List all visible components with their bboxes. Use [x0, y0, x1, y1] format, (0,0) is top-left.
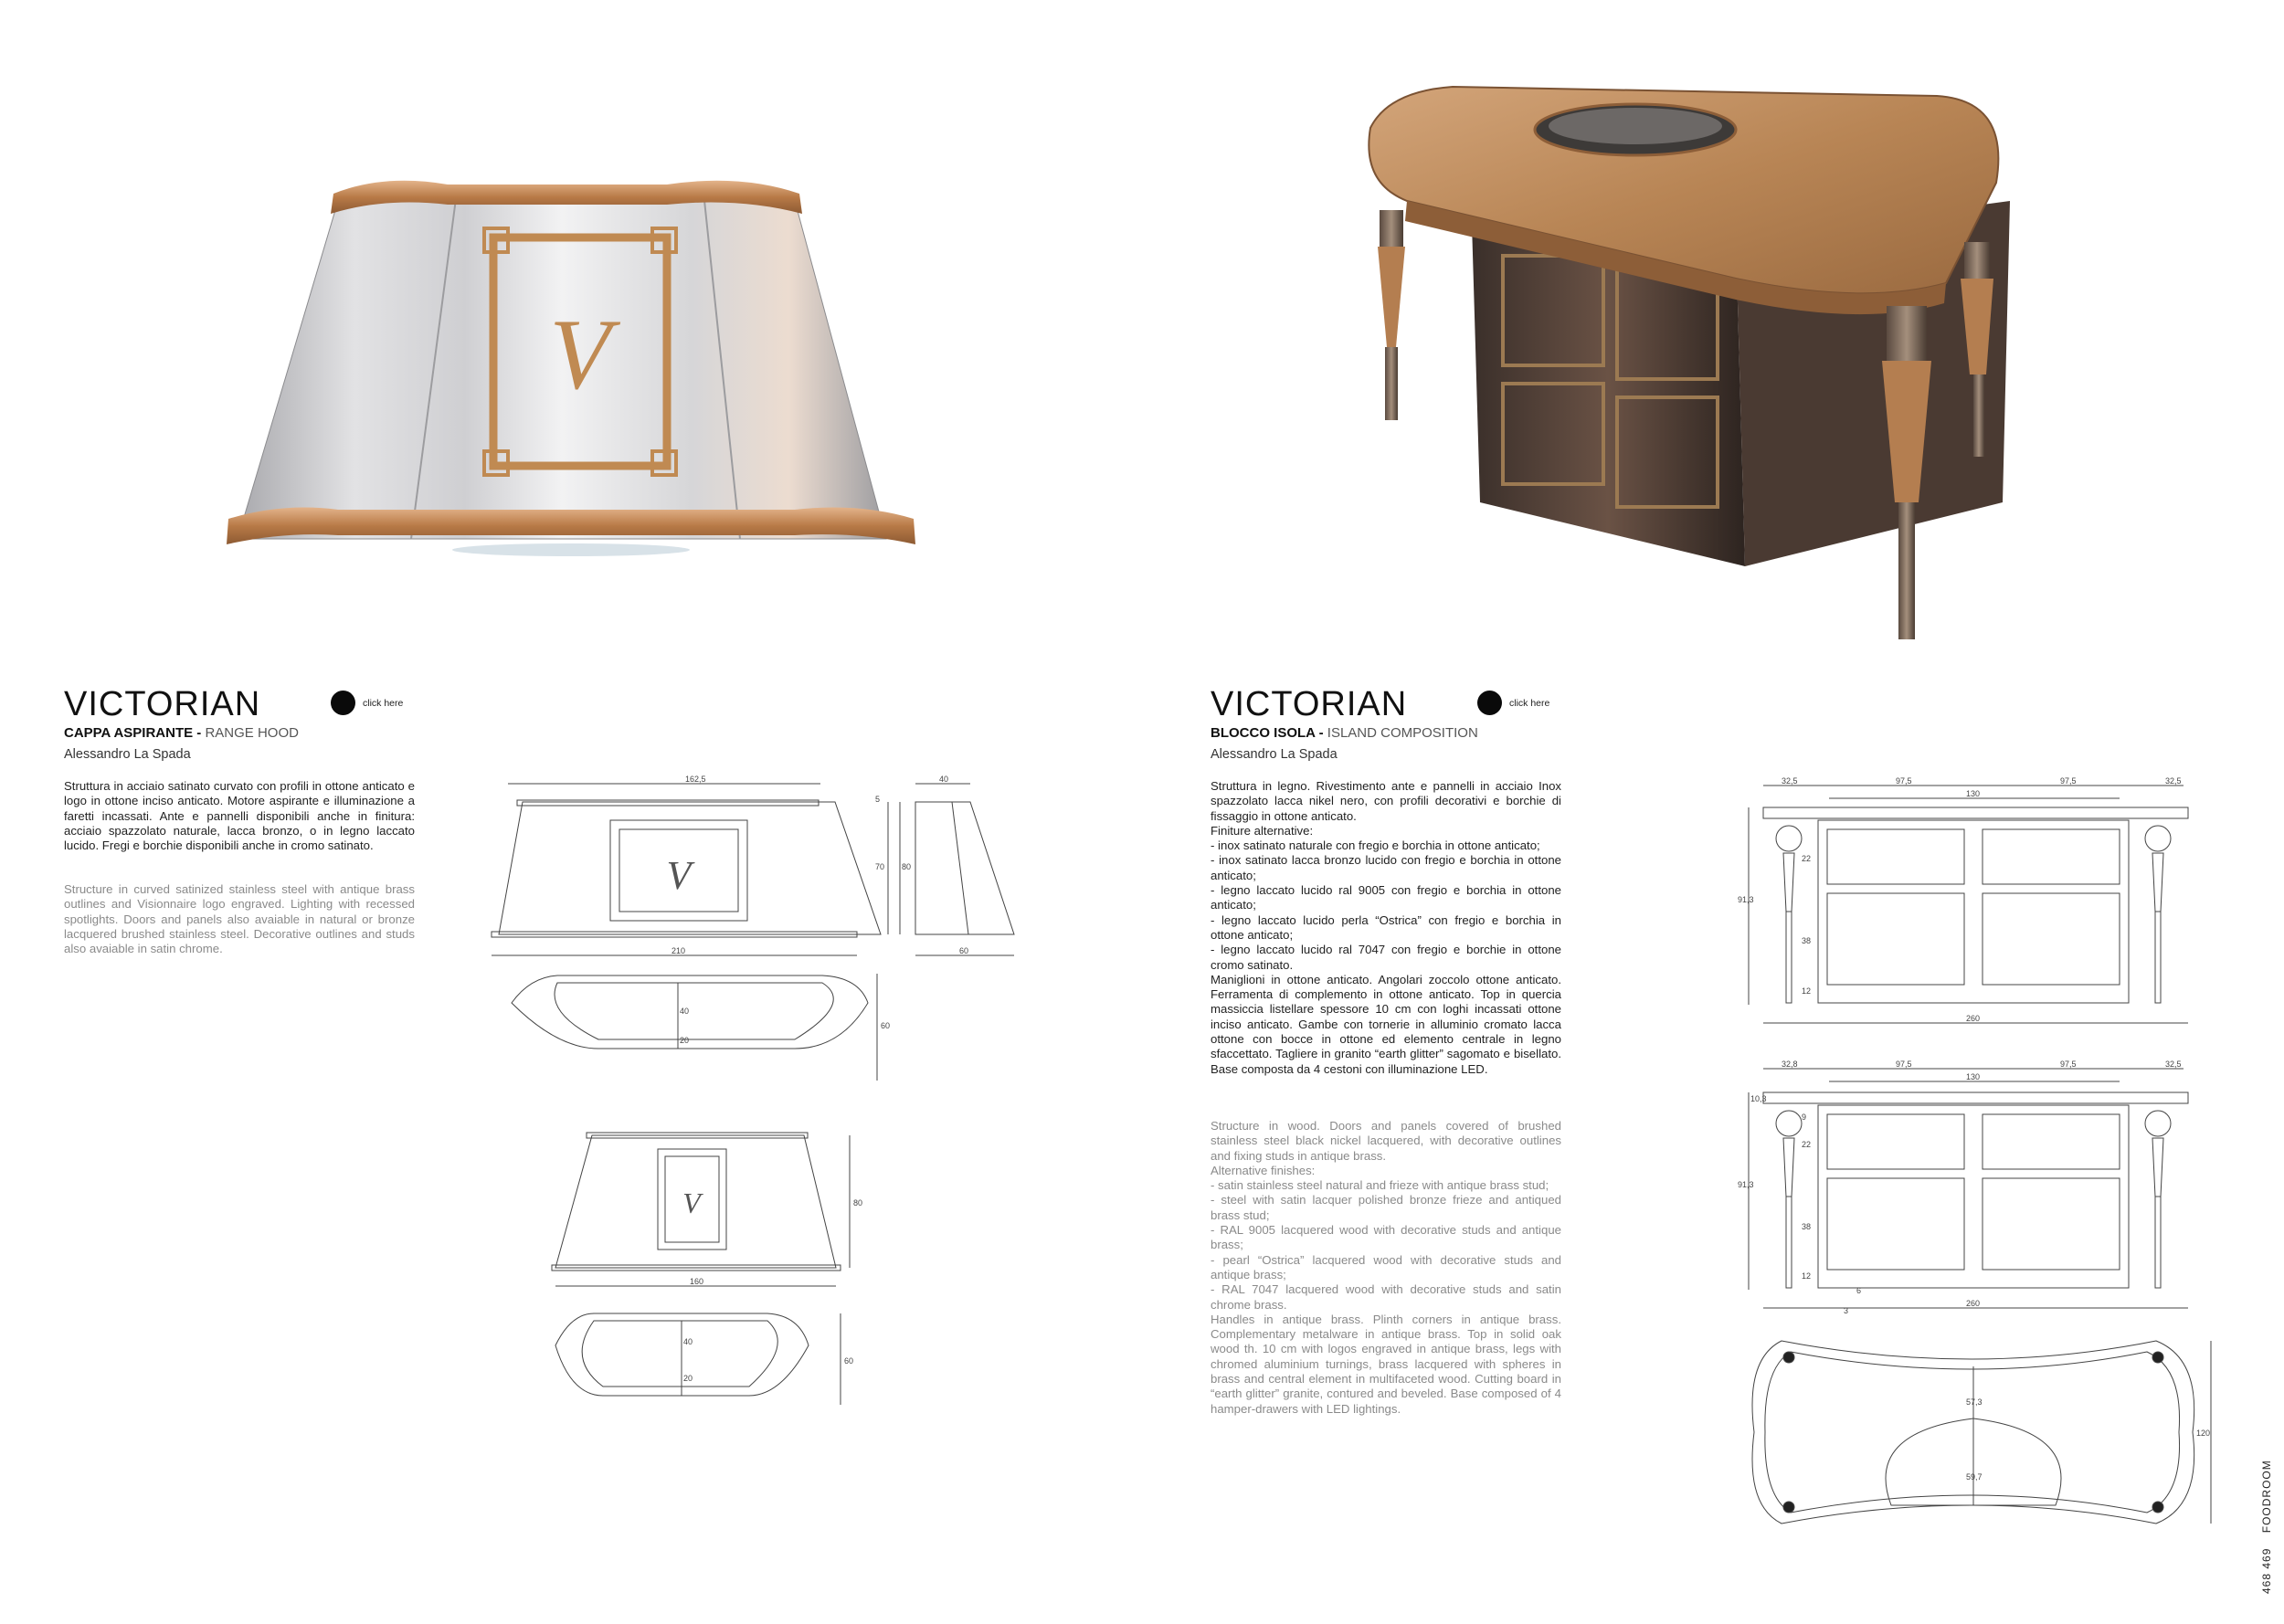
dim-b2: 97,5: [1896, 1060, 1912, 1069]
range-hood-photo: [228, 174, 923, 557]
left-product-title: VICTORIAN: [64, 685, 261, 723]
dim-h22: 22: [1802, 854, 1812, 863]
dim-plan-depth: 120: [2196, 1429, 2211, 1438]
dim-a3: 97,5: [2060, 776, 2077, 786]
dim-b-3: 3: [1844, 1306, 1849, 1315]
dim-h12: 12: [1802, 986, 1812, 996]
left-subtitle: [64, 725, 299, 741]
dim-b-38: 38: [1802, 1222, 1812, 1231]
right-designer: Alessandro La Spada: [1211, 747, 1338, 762]
dim-a4: 32,5: [2165, 776, 2182, 786]
left-subtitle-en: RANGE HOOD: [205, 725, 299, 741]
dim-b1: 32,8: [1782, 1060, 1798, 1069]
dim-small-height: 80: [853, 1198, 863, 1207]
right-en-line: Handles in antique brass. Plinth corners in antique brass. Complementary metalware in antique brass. Top in solid oak wood th. 10 cm with logos engraved in antique brass, legs with chromed aluminium turnings, brass lacquered with spheres in brass and central element in multifaceted wood. Cutting board in “earth glitter” granite, contured and beveled. Base composed of 4 hamper-drawers with LED lightings.: [1211, 1312, 1561, 1416]
dim-b-inner: 130: [1966, 1072, 1981, 1081]
right-it-line: Finiture alternative:: [1211, 823, 1314, 838]
right-it-line: - legno laccato lucido ral 9005 con fregio e borchia in ottone anticato;: [1211, 883, 1561, 912]
bullet-icon: [1477, 691, 1502, 715]
dim-small-plan-d2: 20: [683, 1374, 693, 1383]
right-it-line: Maniglioni in ottone anticato. Angolari zoccolo ottone anticato. Ferramenta di complemento in ottone anticato. Top in quercia massiccia listellare spessore 10 cm con loghi incassati ottone inciso anticato. Gambe con tornerie in alluminio cromato lacca ottone con bocce in ottone ed elemento centrale in legno sfaccettato. Tagliere in granito “earth glitter” sagomato e bisellato. Base composta da 4 cestoni con illuminazione LED.: [1211, 972, 1561, 1076]
dim-bottom-width: 210: [671, 946, 686, 955]
right-en-line: - RAL 9005 lacquered wood with decorative studs and antique brass;: [1211, 1223, 1561, 1252]
page-numbers: 468 469: [2260, 1547, 2273, 1594]
right-subtitle-en: ISLAND COMPOSITION: [1327, 725, 1478, 741]
right-en-line: - satin stainless steel natural and frieze with antique brass stud;: [1211, 1178, 1549, 1193]
svg-text:V: V: [682, 1186, 701, 1219]
right-description-it: [1211, 779, 1561, 1077]
left-subtitle-it: CAPPA ASPIRANTE -: [64, 725, 206, 741]
right-description-en: [1211, 1119, 1561, 1417]
dim-b-height: 91,3: [1738, 1180, 1754, 1189]
dim-a2: 97,5: [1896, 776, 1912, 786]
left-designer: Alessandro La Spada: [64, 747, 191, 762]
dim-side-h2: 70: [875, 862, 885, 871]
page-footer: [2260, 1460, 2273, 1594]
right-en-line: Structure in wood. Doors and panels covered of brushed stainless steel black nickel lacquered, with decorative outlines and fixing studs in antique brass.: [1211, 1119, 1561, 1163]
right-it-line: - legno laccato lucido ral 7047 con fregio e borchie in ottone cromo satinato.: [1211, 943, 1561, 972]
dim-small-plan-depth: 60: [844, 1356, 854, 1366]
dim-small-width: 160: [690, 1277, 704, 1286]
dim-h38: 38: [1802, 936, 1812, 945]
dim-b-9: 9: [1802, 1113, 1807, 1122]
dim-b-22: 22: [1802, 1140, 1812, 1149]
dim-b-total: 260: [1966, 1299, 1981, 1308]
dim-b4: 32,5: [2165, 1060, 2182, 1069]
dim-top-width: 162,5: [685, 775, 706, 784]
dim-b3: 97,5: [2060, 1060, 2077, 1069]
dim-plan-d1: 40: [680, 1007, 690, 1016]
dim-a1: 32,5: [1782, 776, 1798, 786]
svg-text:V: V: [549, 299, 611, 410]
right-subtitle-it: BLOCCO ISOLA -: [1211, 725, 1327, 741]
right-en-line: - RAL 7047 lacquered wood with decorative studs and satin chrome brass.: [1211, 1282, 1561, 1312]
dim-total: 260: [1966, 1014, 1981, 1023]
left-description-it: Struttura in acciaio satinato curvato con profili in ottone anticato e logo in ottone inciso anticato. Motore aspirante e illuminazione a faretti incassati. Ante e pannelli disponibili anche in finitura: acciaio spazzolato naturale, lacca bronzo, o in legno laccato lucido. Fregi e borchie disponibili anche in cromo satinato.: [64, 779, 415, 853]
dim-side-h1: 5: [875, 795, 881, 804]
dim-b-top: 10,3: [1750, 1094, 1767, 1103]
dim-plan-depth: 60: [881, 1021, 891, 1030]
right-it-line: - inox satinato lacca bronzo lucido con fregio e borchia in ottone anticato;: [1211, 853, 1561, 882]
dim-b-6: 6: [1856, 1286, 1862, 1295]
dim-plan-d2: 20: [680, 1036, 690, 1045]
dim-small-plan-d1: 40: [683, 1337, 693, 1346]
range-hood-drawings: [493, 775, 1042, 1437]
right-en-line: - steel with satin lacquer polished bronze frieze and antiqued brass stud;: [1211, 1193, 1561, 1222]
click-here-label: click here: [363, 697, 404, 709]
island-photo: [1352, 73, 2101, 658]
right-it-line: - inox satinato naturale con fregio e borchia in ottone anticato;: [1211, 838, 1540, 853]
dim-inner: 130: [1966, 789, 1981, 798]
dim-side-h3: 80: [902, 862, 912, 871]
right-en-line: - pearl “Ostrica” lacquered wood with decorative studs and antique brass;: [1211, 1252, 1561, 1281]
section-name: FOODROOM: [2260, 1460, 2273, 1534]
left-description-en: Structure in curved satinized stainless steel with antique brass outlines and Visionnaire logo engraved. Lighting with recessed spotlights. Doors and panels also avaiable in natural or bronze lacquered brushed stainless steel. Decorative outlines and studs also avaiable in satin chrome.: [64, 882, 415, 956]
dim-height: 91,3: [1738, 895, 1754, 904]
click-here-label: click here: [1509, 697, 1550, 709]
right-it-line: - legno laccato lucido perla “Ostrica” con fregio e borchia in ottone anticato;: [1211, 912, 1561, 942]
left-click-here-link[interactable]: [331, 691, 403, 715]
right-it-line: Struttura in legno. Rivestimento ante e pannelli in acciaio Inox spazzolato lacca nikel nero, con profili decorativi e borchie di fissaggio in ottone anticato.: [1211, 779, 1561, 823]
dim-side-bottom: 60: [959, 946, 969, 955]
dim-side-top: 40: [939, 775, 949, 784]
island-drawings: [1738, 775, 2229, 1537]
dim-plan-573: 57,3: [1966, 1397, 1983, 1407]
right-subtitle: [1211, 725, 1478, 741]
dim-plan-597: 59,7: [1966, 1472, 1983, 1482]
right-product-title: VICTORIAN: [1211, 685, 1408, 723]
right-en-line: Alternative finishes:: [1211, 1163, 1316, 1177]
svg-text:V: V: [666, 853, 692, 898]
right-click-here-link[interactable]: [1477, 691, 1549, 715]
dim-b-12: 12: [1802, 1271, 1812, 1281]
bullet-icon: [331, 691, 355, 715]
